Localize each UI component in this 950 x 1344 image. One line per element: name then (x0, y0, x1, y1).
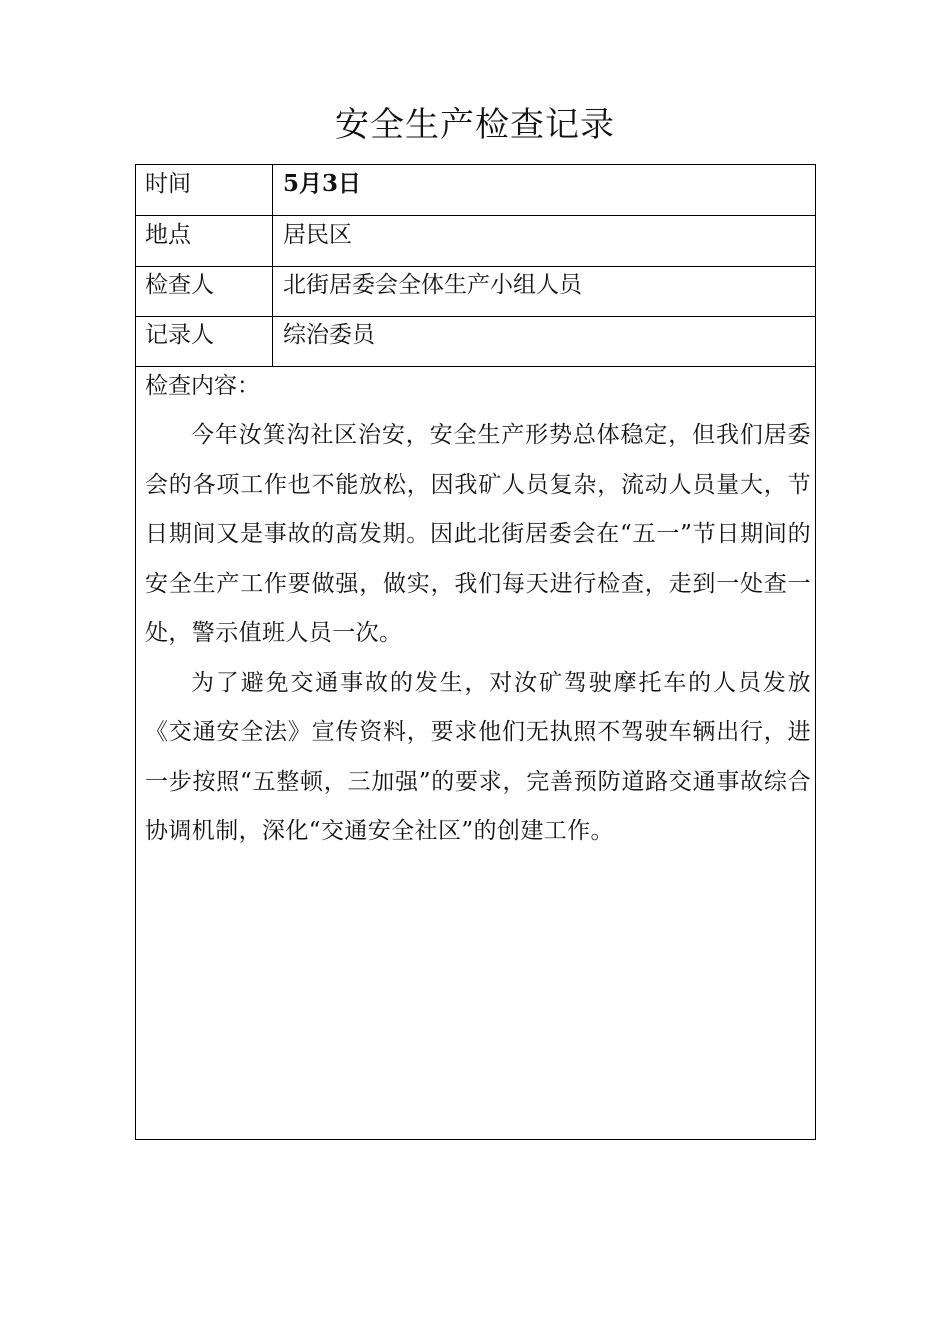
inspection-record-table (135, 164, 816, 1140)
inspector-value: 北街居委会全体生产小组人员 (283, 272, 582, 298)
recorder-value: 综治委员 (283, 322, 375, 348)
place-value: 居民区 (283, 222, 352, 248)
content-paragraph: 今年汝箕沟社区治安，安全生产形势总体稳定，但我们居委会的各项工作也不能放松，因我矿人员复杂，流动人员量大，节日期间又是事故的高发期。因此北街居委会在“五一”节日期间的安全生产工作要做强，做实，我们每天进行检查，走到一处查一处，警示值班人员一次。 (145, 422, 811, 646)
content-label: 检查内容： (145, 373, 260, 399)
inspection-content-cell (136, 367, 815, 1139)
time-label: 时间 (136, 165, 273, 215)
inspector-label: 检查人 (136, 266, 273, 316)
place-label: 地点 (136, 216, 273, 266)
recorder-label: 记录人 (136, 316, 273, 366)
content-paragraph: 为了避免交通事故的发生，对汝矿驾驶摩托车的人员发放《交通安全法》宣传资料，要求他们无执照不驾驶车辆出行，进一步按照“五整顿，三加强”的要求，完善预防道路交通事故综合协调机制，深化“交通安全社区”的创建工作。 (145, 669, 811, 844)
place-row (136, 216, 815, 267)
time-value: 5月3日 (283, 170, 362, 197)
inspector-row (136, 266, 815, 317)
time-row (136, 165, 815, 216)
document-title: 安全生产检查记录 (335, 105, 615, 145)
recorder-row (136, 316, 815, 367)
